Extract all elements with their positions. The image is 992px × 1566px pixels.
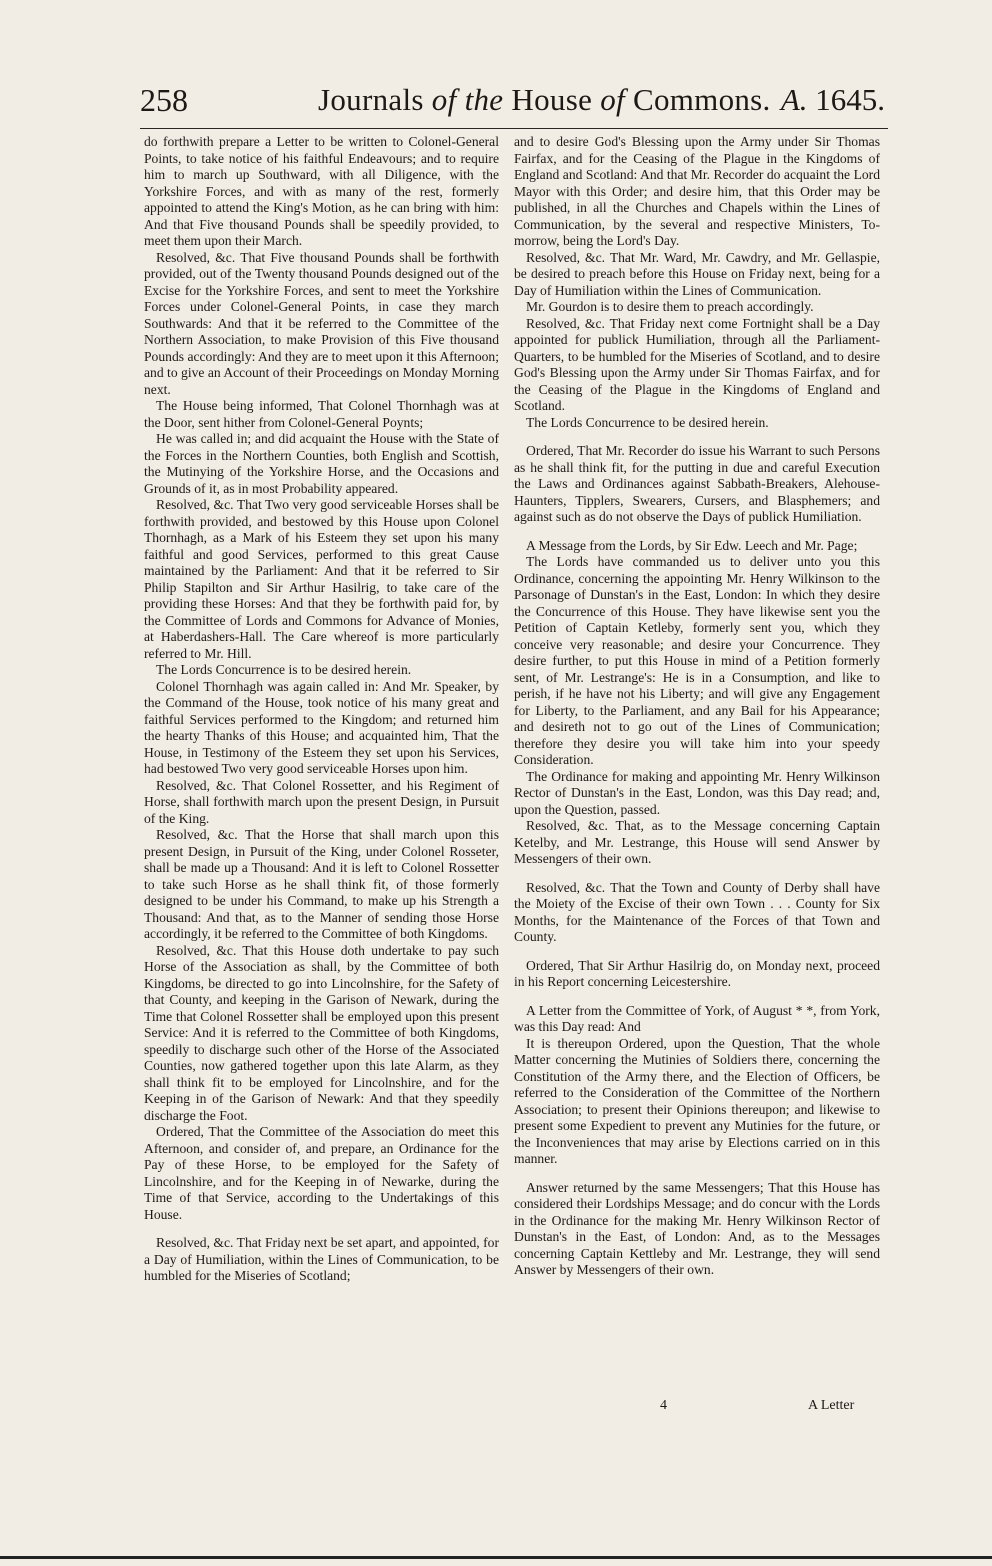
paragraph: Resolved, &c. That, as to the Message concerning Captain Ketelby, and Mr. Lestrange, this House will send Answer by Messengers of their own. [514,818,880,866]
paragraph: A Message from the Lords, by Sir Edw. Leech and Mr. Page; [526,537,858,553]
paragraph: A Letter from the Committee of York, of August * *, from York, was this Day read: And [514,1002,880,1034]
title-word: the [464,82,504,117]
catchword: A Letter [808,1398,855,1413]
scan-edge-line [0,1556,992,1559]
paragraph: Resolved, &c. That Friday next be set apart, and appointed, for a Day of Humiliation, within the Lines of Communication, to be humbled for the Miseries of Scotland; [144,1235,499,1283]
paragraph: Resolved, &c. That Colonel Rossetter, and his Regiment of Horse, shall forthwith march upon the present Design, in Pursuit of the King. [144,777,499,826]
paragraph: It is thereupon Ordered, upon the Question, That the whole Matter concerning the Mutinies of Soldiers there, concerning the Constitution of the Army there, and the Election of Officers, be referred to the Consideration of the Committee of the Northern Association; to present their Opinions thereupon; and likewise to present some Expedient to prevent any Mutinies for the future, or the Inconveniences that may arise by Elections carried on in this manner. [514,1035,880,1166]
paragraph: Ordered, That Mr. Recorder do issue his Warrant to such Persons as he shall think fit, for the putting in due and careful Execution the Laws and Ordinances against Sabbath-Breakers, Alehouse-Haunters, Tipplers, Swearers, Cursers, and Blasphemers; and against such as do not observe the Days of publick Humiliation. [514,443,880,524]
title-word: Journals [318,82,424,117]
paragraph: The Lords Concurrence is to be desired herein. [156,662,412,677]
paragraph: Resolved, &c. That this House doth undertake to pay such Horse of the Association as shall, by the Committee of both Kingdoms, be directed to go into Lincolnshire, for the Safety of that County, and keeping in the Garison of Newark, during the Time that Colonel Rossetter shall be employed upon this present Service: And it is referred to the Committee of both Kingdoms, speedily to discharge such other of the Horse of the Associated Counties, now gathered together upon this late Alarm, as they shall think fit to be employed for Lincolnshire, and for the Keeping in of the Garison of Newark: And that they speedily discharge the Foot. [144,942,499,1123]
title-word: Commons. [632,82,771,117]
paragraph: Resolved, &c. That Five thousand Pounds shall be forthwith provided, out of the Twenty thousand Pounds designed out of the Excise for the Yorkshire Forces, and sent to meet the Yorkshire Forces under Colonel-General Points, in case they march Southwards: And that it be referred to the Committee of the Northern Association, to make Provision of this Five thousand Pounds accordingly: And they are to meet upon it this Afternoon; and to give an Account of their Proceedings on Monday Morning next. [144,249,499,397]
paragraph: The Ordinance for making and appointing Mr. Henry Wilkinson Rector of Dunstan's in the East, London, was this Day read; and, upon the Question, passed. [514,768,880,817]
paragraph: Ordered, That the Committee of the Association do meet this Afternoon, and consider of, and prepare, an Ordinance for the Pay of these Horse, to be employed for the Safety of Lincolnshire, and for the Keeping in of Newarke, during the Time of that Service, according to the Undertakings of this House. [144,1124,499,1222]
paragraph: The Lords Concurrence to be desired herein. [526,414,769,430]
title-word: of [600,82,625,117]
paragraph: Resolved, &c. That Two very good serviceable Horses shall be forthwith provided, and bestowed by this House upon Colonel Thornhagh, as a Mark of his Esteem they set upon his many faithful and good Services, performed to this great Cause maintained by the Parliament: And that it be referred to Sir Philip Stapilton and Sir Arthur Hasilrig, to take care of the providing these Horses: And that they be forthwith paid for, by the Committee of Lords and Commons for Advance of Monies, at Haberdashers-Hall. The Care whereof is more particularly referred to Mr. Hill. [144,497,499,661]
year-prefix: A. [780,82,808,117]
paragraph: Mr. Gourdon is to desire them to preach accordingly. [526,299,814,314]
paragraph: The Lords have commanded us to deliver unto you this Ordinance, concerning the appointing Mr. Henry Wilkinson to the Parsonage of Dunstan's in the East, London: In which they desire the Concurrence of this House. They have likewise sent you the Petition of Captain Ketleby, formerly sent you, which they conceive very reasonable; and desire your Concurrence. They desire further, to put this House in mind of a Petition formerly sent, of Mr. Lestrange's: He is in a Consumption, and like to perish, if he have not his Liberty; and will give any Engagement for Liberty, to the Parliament, and any Bail for his Appearance; and desireth not to go out of the Lines of Communication; therefore they desire you will take him into your speedy Consideration. [514,554,880,767]
paragraph: The House being informed, That Colonel Thornhagh was at the Door, sent hither from Colonel-General Poynts; [144,398,499,430]
title-word: of [431,82,457,117]
paragraph: Resolved, &c. That Mr. Ward, Mr. Cawdry, and Mr. Gellaspie, be desired to preach before this House on Friday next, being for a Day of Humiliation within the Lines of Communication. [514,249,880,298]
year-heading [781,82,885,118]
title-word: House [511,82,593,117]
paragraph: Resolved, &c. That the Horse that shall march upon this present Design, in Pursuit of the King, under Colonel Rosseter, shall be made up a Thousand: And it is left to Colonel Rossetter to take such Horse as he shall think fit, of those formerly designed to be under his Command, to make up his Strength a Thousand: And that, as to the Manner of sending those Horse accordingly, it be referred to the Committee of both Kingdoms. [144,827,499,941]
paragraph: He was called in; and did acquaint the House with the State of the Forces in the Northern Counties, both English and Scottish, the Mutinying of the Yorkshire Horse, and the Occasions and Grounds of it, as in most Probability appeared. [144,431,499,496]
page-footer [0,1398,992,1428]
page-number: 258 [140,82,188,118]
right-column [514,134,880,1279]
paragraph: Ordered, That Sir Arthur Hasilrig do, on Monday next, proceed in his Report concerning Leicestershire. [514,957,880,989]
year-value: 1645. [815,82,885,117]
paragraph: Resolved, &c. That Friday next come Fortnight shall be a Day appointed for publick Humiliation, through all the Parliament-Quarters, to be humbled for the Miseries of Scotland, and to desire God's Blessing upon the Army under Sir Thomas Fairfax, and for the Ceasing of the Plague in the Kingdoms of England and Scotland. [514,315,880,413]
paragraph: Resolved, &c. That the Town and County of Derby shall have the Moiety of the Excise of their own Town . . . County for Six Months, for the Maintenance of the Forces of that Town and County. [514,879,880,944]
left-column [144,134,499,1285]
paragraph: do forthwith prepare a Letter to be written to Colonel-General Points, to take notice of his faithful Endeavours; and to require him to march up Southward, with all Diligence, with the Yorkshire Forces, and with as many of the rest, formerly appointed to attend the King's Motion, as he can bring with him: And that Five thousand Pounds shall be speedily provided, to meet them upon their March. [144,134,499,248]
paragraph: Answer returned by the same Messengers; That this House has considered their Lordships Message; and do concur with the Lords in the Ordinance for the making Mr. Henry Wilkinson Rector of Dunstan's in the East, of London: And, as to the Messages concerning Captain Kettleby and Mr. Lestrange, they will send Answer by Messengers of their own. [514,1179,880,1277]
signature-mark: 4 [660,1398,667,1413]
paragraph: and to desire God's Blessing upon the Army under Sir Thomas Fairfax, and for the Ceasing of the Plague in the Kingdoms of England and Scotland: And that Mr. Recorder do acquaint the Lord Mayor with this Order; and desire him, that this Order may be published, in all the Churches and Chapels within the Lines of Communication, by the several and respective Ministers, To-morrow, being the Lord's Day. [514,134,880,248]
paragraph: Colonel Thornhagh was again called in: And Mr. Speaker, by the Command of the House, took notice of his many great and faithful Services performed to the Kingdom; and returned him the hearty Thanks of this House; and acquainted him, That the House, in Testimony of the Esteem they set upon his Services, had bestowed Two very good serviceable Horses upon him. [144,678,499,776]
header-rule [140,128,888,129]
page-header [140,82,885,126]
running-title [318,82,771,118]
